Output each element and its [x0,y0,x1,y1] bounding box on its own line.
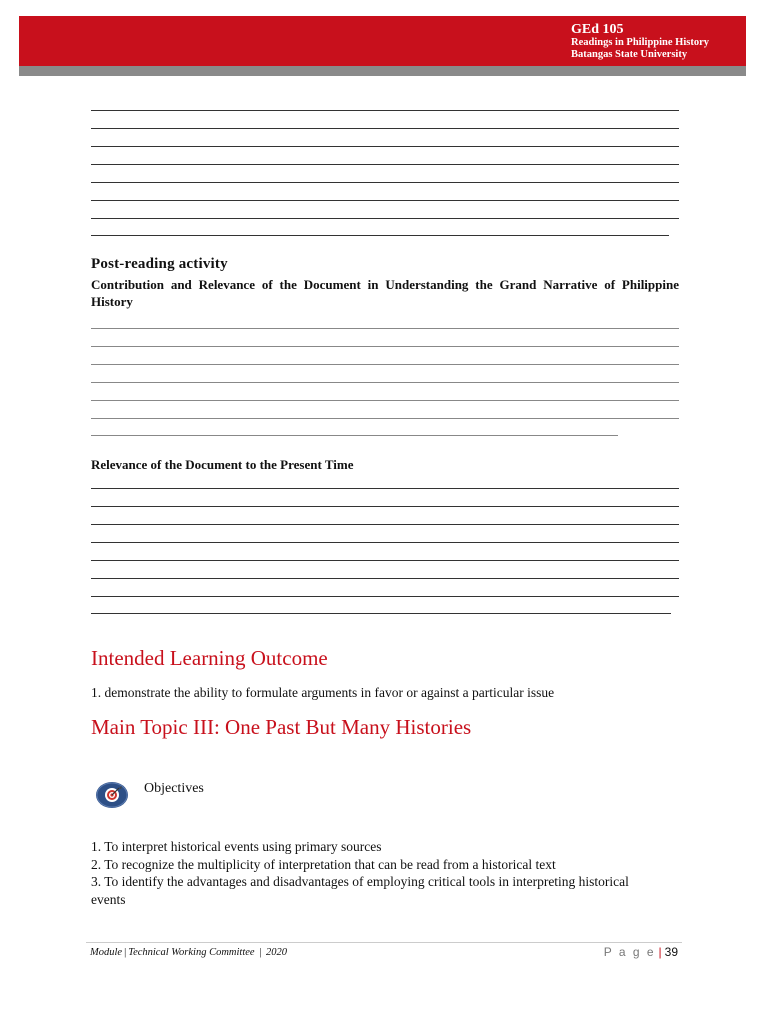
answer-line [91,418,679,419]
header-strip [19,66,746,76]
course-subject: Readings in Philippine History [571,37,709,48]
answer-line [91,506,679,507]
relevance-heading: Relevance of the Document to the Present Time [91,457,354,472]
post-reading-title: Post-reading activity [91,256,228,272]
page-label: P a g e [603,945,656,959]
answer-line [91,235,669,236]
footer-committee: Technical Working Committee [128,947,255,958]
university-name: Batangas State University [571,49,688,60]
answer-line [91,542,679,543]
answer-line [91,146,679,147]
answer-line [91,110,679,111]
answer-line [91,382,679,383]
header-text [571,22,709,61]
course-code: GEd 105 [571,22,624,37]
objective-item: 3. To identify the advantages and disadvantages of employing critical tools in interpreting historical events [91,874,629,907]
answer-line [91,200,679,201]
page-indicator: P a g e | 39 [603,945,678,959]
answer-line [91,524,679,525]
ilo-title: Intended Learning Outcome [91,646,328,670]
objectives-list [91,838,651,908]
answer-line [91,182,679,183]
answer-line [91,613,671,614]
answer-line [91,164,679,165]
main-topic-title: Main Topic III: One Past But Many Histories [91,715,472,739]
contribution-heading: Contribution and Relevance of the Document in Understanding the Grand Narrative of Philippine History [91,277,679,309]
target-icon [95,781,129,809]
answer-line [91,435,618,436]
answer-line [91,578,679,579]
answer-line [91,488,679,489]
answer-line [91,400,679,401]
answer-line [91,346,679,347]
objectives-label: Objectives [144,781,204,796]
footer-divider [86,942,682,943]
answer-line [91,560,679,561]
footer-credit: Module | Technical Working Committee | 2020 [90,947,287,958]
answer-line [91,596,679,597]
objective-item: 2. To recognize the multiplicity of interpretation that can be read from a historical text [91,856,556,872]
answer-line [91,364,679,365]
answer-line [91,218,679,219]
page-number: 39 [664,945,678,959]
footer-year: 2020 [265,947,287,958]
answer-line [91,128,679,129]
ilo-item: 1. demonstrate the ability to formulate arguments in favor or against a particular issue [91,685,555,700]
objective-item: 1. To interpret historical events using primary sources [91,839,382,854]
answer-line [91,328,679,329]
footer-module: Module [90,947,123,958]
